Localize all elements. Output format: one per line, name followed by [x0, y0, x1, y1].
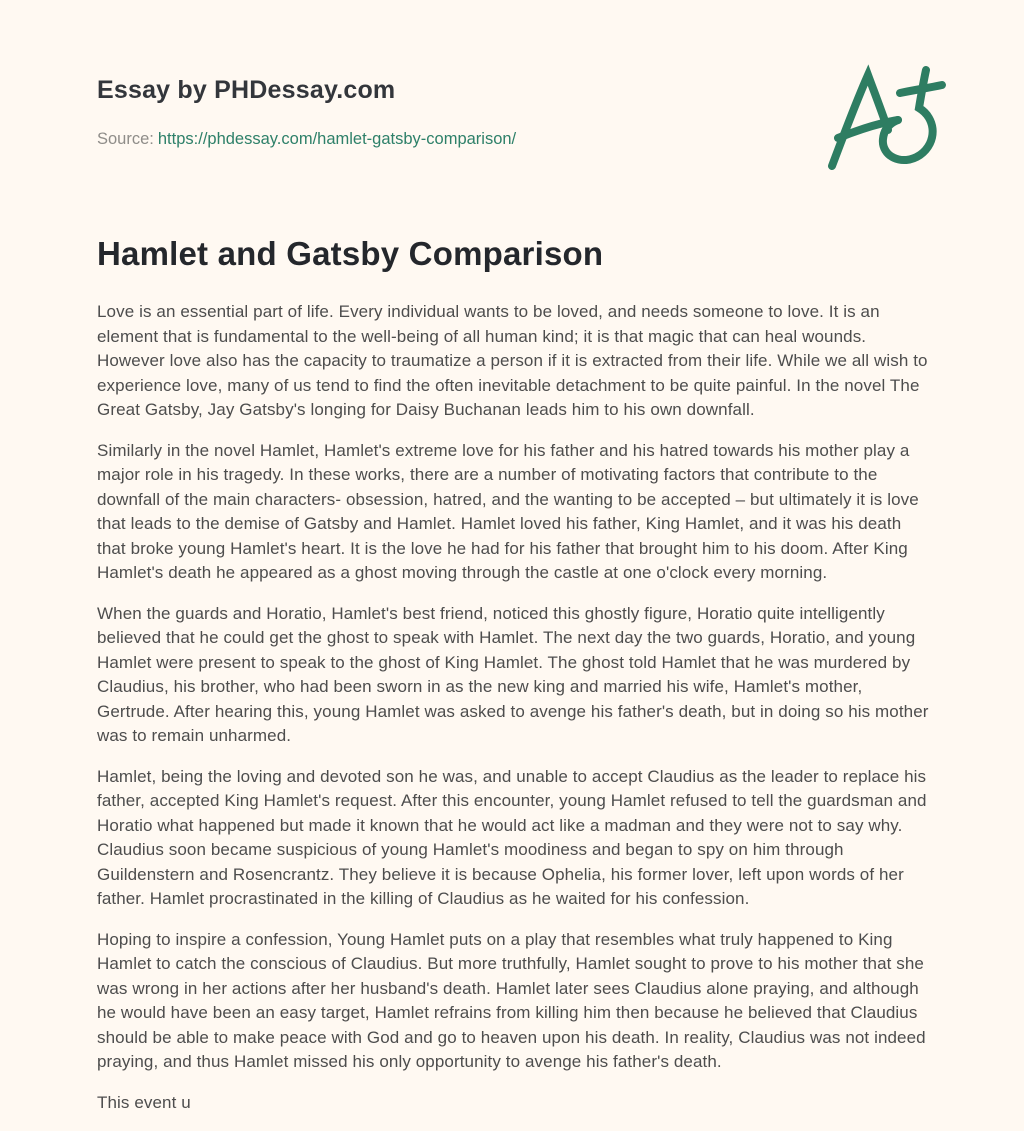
essay-paragraph: Hamlet, being the loving and devoted son he was, and unable to accept Claudius as the leader to replace his father, accepted King Hamlet's request. After this encounter, young Hamlet refused to tell the guardsman and Horatio what happened but made it known that he would act like a madman and they were not to say why. Claudius soon became suspicious of young Hamlet's moodiness and began to spy on him through Guildenstern and Rosencrantz. They believe it is because Ophelia, his former lover, left upon words of her father. Hamlet procrastinated in the killing of Claudius as he waited for his confession. [97, 766, 927, 908]
document-header [97, 0, 930, 149]
essay-paragraph: Hoping to inspire a confession, Young Hamlet puts on a play that resembles what truly happened to King Hamlet to catch the conscious of Claudius. But more truthfully, Hamlet sought to prove to his mother that she was wrong in her actions after her husband's death. Hamlet later sees Claudius alone praying, and although he would have been an easy target, Hamlet refrains from killing him then because he believed that Claudius should be able to make peace with God and go to heaven upon his death. In reality, Claudius was not indeed praying, and thus Hamlet missed his only opportunity to avenge his father's death. [97, 929, 926, 1071]
essay-paragraph: This event u [97, 1092, 191, 1112]
source-line [97, 130, 930, 149]
essay-paragraph: Love is an essential part of life. Every individual wants to be loved, and needs someone to love. It is an element that is fundamental to the well-being of all human kind; it is that magic that can heal wounds. However love also has the capacity to traumatize a person if it is extracted from their life. While we all wish to experience love, many of us tend to find the often inevitable detachment to be quite painful. In the novel The Great Gatsby, Jay Gatsby's longing for Daisy Buchanan leads him to his own downfall. [97, 302, 928, 419]
essay-title: Hamlet and Gatsby Comparison [97, 235, 604, 272]
essay-paragraph: Similarly in the novel Hamlet, Hamlet's extreme love for his father and his hatred towards his mother play a major role in his tragedy. In these works, there are a number of motivating factors that contribute to the downfall of the main characters- obsession, hatred, and the wanting to be accepted – but ultimately it is love that leads to the demise of Gatsby and Hamlet. Hamlet loved his father, King Hamlet, and it was his death that broke young Hamlet's heart. It is the love he had for his father that brought him to his doom. After King Hamlet's death he appeared as a ghost moving through the castle at one o'clock every morning. [97, 440, 919, 582]
site-label: Essay by PHDessay.com [97, 76, 396, 104]
essay-paragraph: When the guards and Horatio, Hamlet's best friend, noticed this ghostly figure, Horatio quite intelligently believed that he could get the ghost to speak with Hamlet. The next day the two guards, Horatio, and young Hamlet were present to speak to the ghost of King Hamlet. The ghost told Hamlet that he was murdered by Claudius, his brother, who had been sworn in as the new king and married his wife, Hamlet's mother, Gertrude. After hearing this, young Hamlet was asked to avenge his father's death, but in doing so his mother was to remain unharmed. [97, 603, 929, 745]
essay-body [97, 300, 930, 1115]
source-label: Source: [97, 130, 154, 148]
source-url-link[interactable]: https://phdessay.com/hamlet-gatsby-comparison/ [157, 130, 517, 148]
